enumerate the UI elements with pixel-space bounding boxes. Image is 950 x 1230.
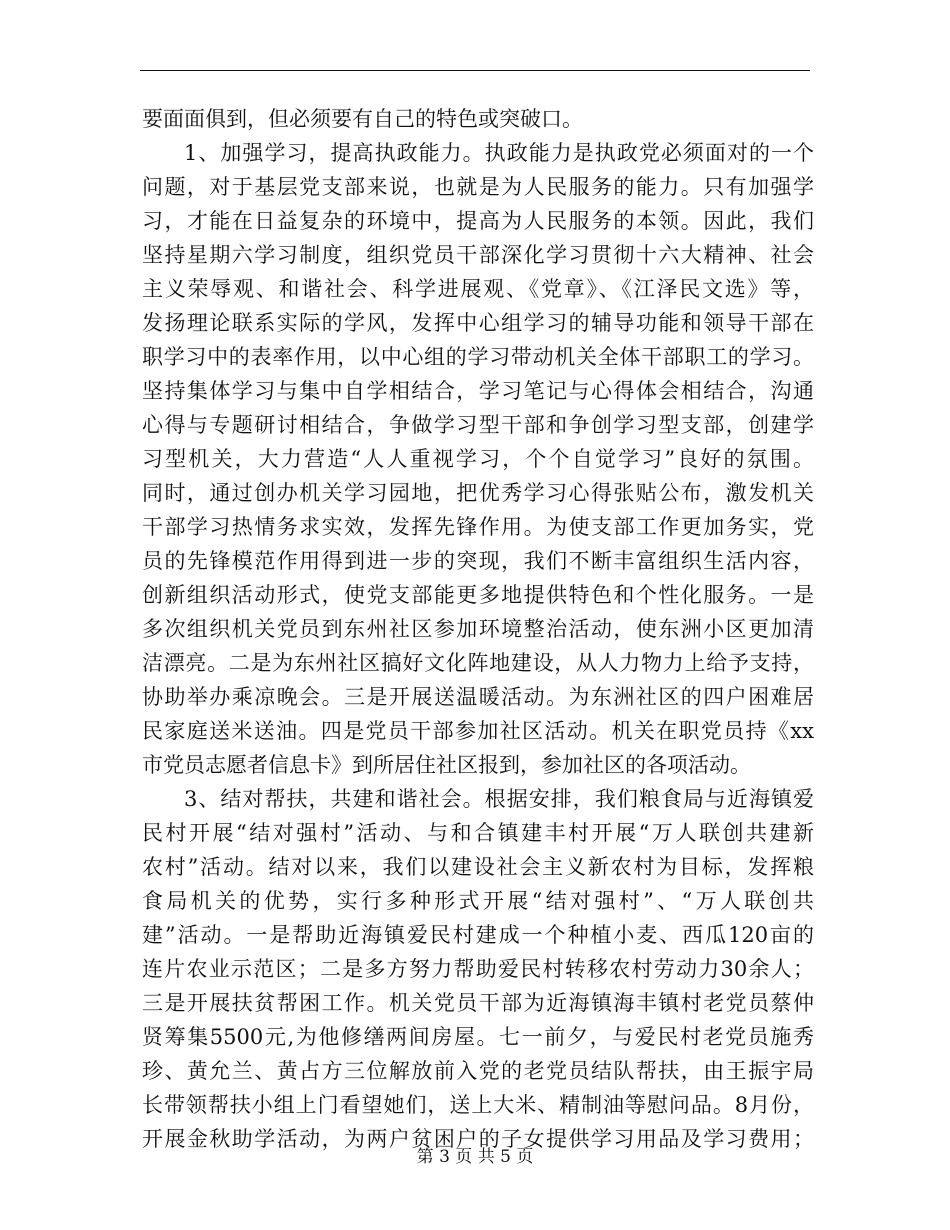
text-line: 连片农业示范区；二是多方努力帮助爱民村转移农村劳动力30余人； xyxy=(142,957,814,981)
text-line: 建”活动。一是帮助近海镇爱民村建成一个种植小麦、西瓜120亩的 xyxy=(142,923,814,947)
text-line: 问题，对于基层党支部来说，也就是为人民服务的能力。只有加强学 xyxy=(142,175,814,199)
text-line: 坚持集体学习与集中自学相结合，学习笔记与心得体会相结合，沟通 xyxy=(142,379,814,403)
text-line: 贤筹集5500元,为他修缮两间房屋。七一前夕，与爱民村老党员施秀 xyxy=(142,1025,814,1049)
text-line: 干部学习热情务求实效，发挥先锋作用。为使支部工作更加务实，党 xyxy=(142,515,814,539)
text-line: 食局机关的优势，实行多种形式开展“结对强村”、“万人联创共 xyxy=(142,889,814,913)
text-line: 洁漂亮。二是为东州社区搞好文化阵地建设，从人力物力上给予支持， xyxy=(142,651,814,675)
text-line: 主义荣辱观、和谐社会、科学进展观、《党章》、《江泽民文选》等， xyxy=(142,277,814,301)
text-line: 协助举办乘凉晚会。三是开展送温暖活动。为东洲社区的四户困难居 xyxy=(142,685,814,709)
header-rule xyxy=(140,70,810,71)
page-footer: 第 3 页 共 5 页 xyxy=(416,1147,534,1167)
document-body xyxy=(142,102,814,1156)
text-line: 民村开展“结对强村”活动、与和合镇建丰村开展“万人联创共建新 xyxy=(142,821,814,845)
text-line: 要面面俱到，但必须要有自己的特色或突破口。 xyxy=(142,107,583,131)
text-line: 创新组织活动形式，使党支部能更多地提供特色和个性化服务。一是 xyxy=(142,583,814,607)
text-line: 长带领帮扶小组上门看望她们，送上大米、精制油等慰问品。8月份， xyxy=(142,1093,814,1117)
text-line: 同时，通过创办机关学习园地，把优秀学习心得张贴公布，激发机关 xyxy=(142,481,814,505)
text-line: 心得与专题研讨相结合，争做学习型干部和争创学习型支部，创建学 xyxy=(142,413,814,437)
text-line: 三是开展扶贫帮困工作。机关党员干部为近海镇海丰镇村老党员蔡仲 xyxy=(142,991,814,1015)
text-line: 员的先锋模范作用得到进一步的突现，我们不断丰富组织生活内容， xyxy=(142,549,814,573)
text-line: 3、结对帮扶，共建和谐社会。根据安排，我们粮食局与近海镇爱 xyxy=(184,787,814,811)
text-line: 1、加强学习，提高执政能力。执政能力是执政党必须面对的一个 xyxy=(184,141,814,165)
text-line: 民家庭送米送油。四是党员干部参加社区活动。机关在职党员持《xx xyxy=(142,719,814,743)
text-line: 坚持星期六学习制度，组织党员干部深化学习贯彻十六大精神、社会 xyxy=(142,243,814,267)
text-line: 习，才能在日益复杂的环境中，提高为人民服务的本领。因此，我们 xyxy=(142,209,814,233)
text-line: 习型机关，大力营造“人人重视学习，个个自觉学习”良好的氛围。 xyxy=(142,447,814,471)
text-line: 职学习中的表率作用，以中心组的学习带动机关全体干部职工的学习。 xyxy=(142,345,814,369)
text-line: 多次组织机关党员到东州社区参加环境整治活动，使东洲小区更加清 xyxy=(142,617,814,641)
text-line: 发扬理论联系实际的学风，发挥中心组学习的辅导功能和领导干部在 xyxy=(142,311,814,335)
text-line: 市党员志愿者信息卡》到所居住社区报到，参加社区的各项活动。 xyxy=(142,753,751,777)
text-line: 珍、黄允兰、黄占方三位解放前入党的老党员结队帮扶，由王振宇局 xyxy=(142,1059,814,1083)
text-line: 开展金秋助学活动，为两户贫困户的子女提供学习用品及学习费用； xyxy=(142,1127,814,1151)
text-line: 农村”活动。结对以来，我们以建设社会主义新农村为目标，发挥粮 xyxy=(142,855,814,879)
